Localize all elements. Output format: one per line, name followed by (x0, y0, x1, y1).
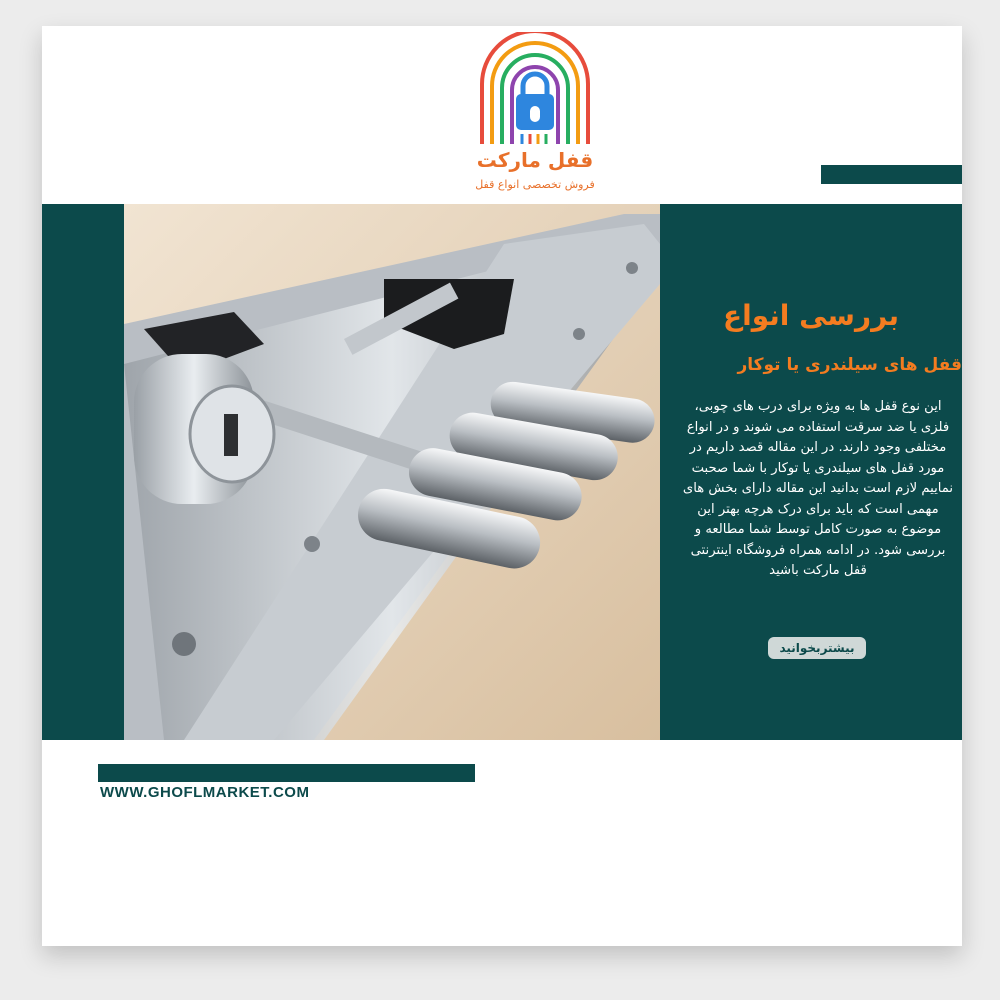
lock-photo (124, 204, 660, 740)
logo-subtitle: فروش تخصصی انواع قفل (475, 178, 595, 191)
post-card (42, 26, 962, 946)
article-intro: این نوع قفل ها به ویژه برای درب های چوبی، فلزی یا ضد سرقت استفاده می شوند و در انواع مختلفی وجود دارند. در این مقاله قصد داریم در مورد قفل های سیلندری یا توکار با شما صحبت نماییم لازم است بدانید این مقاله دارای بخش های مهمی است که باید برای درک هرچه بهتر این موضوع به صورت کامل توسط شما مطالعه و بررسی شود. در ادامه همراه فروشگاه اینترنتی قفل مارکت باشید (682, 399, 954, 578)
decorative-bar-bottom (98, 764, 475, 782)
headline: بررسی انواع (722, 299, 900, 332)
logo-title: قفل مارکت (476, 148, 594, 172)
website-url[interactable]: WWW.GHOFLMARKET.COM (100, 784, 310, 801)
fingerprint-lock-icon (470, 32, 600, 150)
read-more-button[interactable]: بیشتربخوانید (768, 637, 866, 659)
subheadline: قفل های سیلندری یا توکار (737, 355, 962, 375)
decorative-bar-top (821, 165, 962, 184)
brand-logo (450, 32, 620, 204)
teal-panel-left (42, 204, 124, 740)
